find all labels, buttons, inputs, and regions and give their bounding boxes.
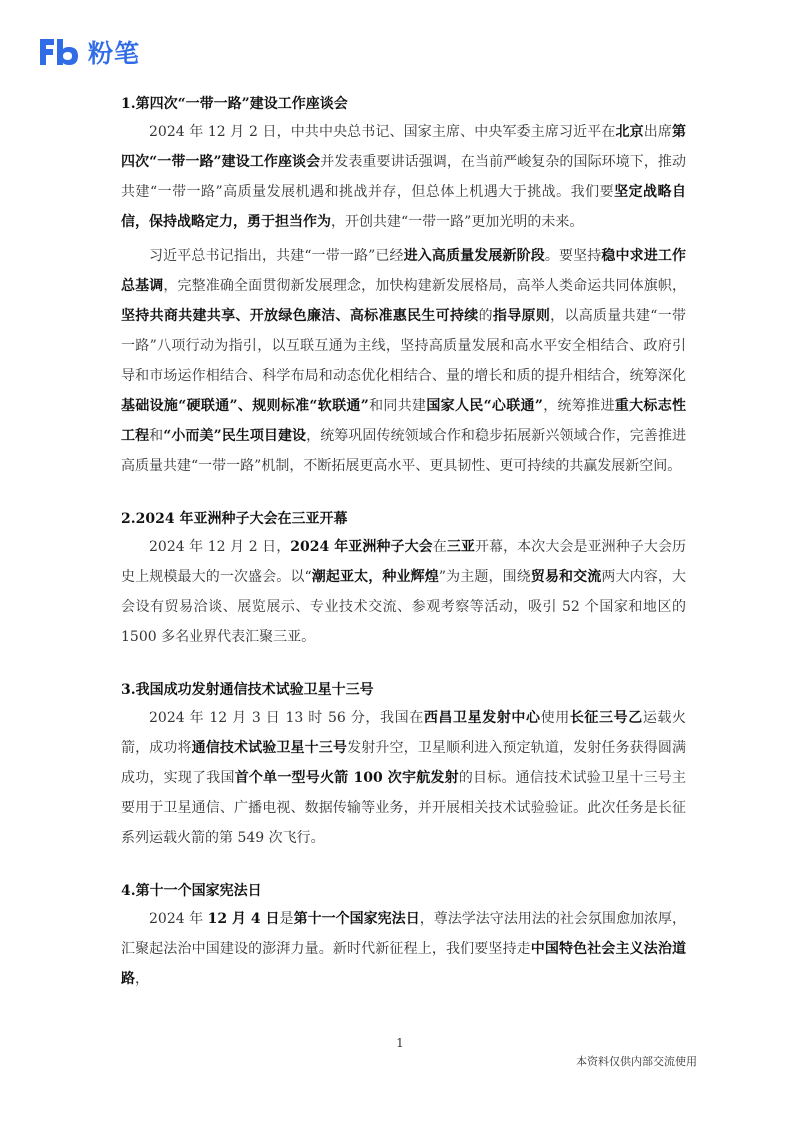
emphasis-text: 三亚 [446,539,475,555]
emphasis-text: 重大标志性工程 [121,398,687,444]
emphasis-text: 通信技术试验卫星十三号 [191,740,348,756]
emphasis-text: 指导原则 [492,308,551,324]
body-text: 是 [279,911,294,927]
body-text: 使用 [540,710,570,726]
body-text: 。要坚持 [544,248,602,264]
emphasis-text: 中国特色社会主义法治道路 [121,941,687,987]
news-section [121,507,686,652]
body-text: 的目标。通信技术试验卫星十三号主要用于卫星通信、广播电视、数据传输等业务，并开展相关技术试验验证。此次任务是长征系列运载火箭的第 549 次飞行。 [121,770,686,846]
emphasis-text: 第十一个国家宪法日 [293,911,420,927]
body-text: 并发表重要讲话强调，在当前严峻复杂的国际环境下，推动共建“一带一路”高质量发展机遇和挑战并存，但总体上机遇大于挑战。我们要 [121,154,687,200]
body-text: ，以高质量共建“一带一路”八项行动为指引，以互联互通为主线，坚持高质量发展和高水平安全相结合、政府引导和市场运作相结合、科学布局和动态优化相结合、量的增长和质的提升相结合，统筹深化 [121,308,687,384]
body-text: 出席 [643,124,673,140]
brand-logo [38,34,140,70]
section-paragraph [121,117,686,237]
emphasis-text: 基础设施“硬联通”、规则标准“软联通” [121,398,369,414]
body-text: ， [135,971,149,987]
emphasis-text: 贸易和交流 [530,569,602,585]
emphasis-text: 坚持共商共建共享、开放绿色廉洁、高标准惠民生可持续 [121,308,479,324]
section-paragraph [121,904,686,994]
news-section [121,678,686,853]
body-text: 2024 年 12 月 2 日，中共中央总书记、国家主席、中央军委主席习近平在 [149,124,616,140]
body-text: 的 [478,308,493,324]
footer-note: 本资料仅供内部交流使用 [576,1055,697,1068]
news-section [121,92,686,481]
body-text: 习近平总书记指出，共建“一带一路”已经 [149,248,404,264]
body-text: ，完整准确全面贯彻新发展理念，加快构建新发展格局，高举人类命运共同体旗帜， [163,278,687,294]
body-text: 和 [149,428,164,444]
body-text: 运载火箭，成功将 [121,710,687,756]
section-heading: 4.第十一个国家宪法日 [121,883,262,899]
section-paragraph [121,241,686,481]
body-text: 开幕，本次大会是亚洲种子大会历史上规模最大的一次盛会。以“ [121,539,687,585]
section-heading: 3.我国成功发射通信技术试验卫星十三号 [121,682,374,698]
emphasis-text: 第四次“一带一路”建设工作座谈会 [121,124,687,170]
emphasis-text: 长征三号乙 [569,710,643,726]
emphasis-text: 国家人民“心联通” [426,398,543,414]
body-text: 2024 年 12 月 2 日， [149,539,291,555]
emphasis-text: “小而美”民生项目建设 [163,428,307,444]
emphasis-text: 西昌卫星发射中心 [423,710,541,726]
body-text: 两大内容，大会设有贸易洽谈、展览展示、专业技术交流、参观考察等活动，吸引 52 个国家和地区的 1500 多名业界代表汇聚三亚。 [121,569,687,645]
body-text: ，开创共建“一带一路”更加光明的未来。 [331,214,584,230]
body-text: ，尊法学法守法用法的社会氛围愈加浓厚，汇聚起法治中国建设的澎湃力量。新时代新征程上，我们要坚持走 [121,911,687,957]
emphasis-text: 稳中求进工作总基调 [121,248,687,294]
body-text: 在 [432,539,447,555]
body-text: 2024 年 12 月 3 日 13 时 56 分，我国在 [149,710,424,726]
emphasis-text: 12 月 4 日 [207,911,280,927]
body-text: ”为主题，围绕 [438,569,531,585]
section-heading: 2.2024 年亚洲种子大会在三亚开幕 [121,511,348,527]
body-text: ，统筹巩固传统领域合作和稳步拓展新兴领域合作，完善推进高质量共建“一带一路”机制，不断拓展更高水平、更具韧性、更可持续的共赢发展新空间。 [121,428,687,474]
emphasis-text: 潮起亚太，种业辉煌 [311,569,439,585]
brand-name: 粉笔 [88,39,141,68]
document-body [121,92,686,1020]
emphasis-text: 进入高质量发展新阶段 [403,248,545,264]
body-text: 发射升空，卫星顺利进入预定轨道，发射任务获得圆满成功，实现了我国 [121,740,687,786]
body-text: 2024 年 [149,911,208,927]
section-heading: 1.第四次“一带一路”建设工作座谈会 [121,96,348,112]
page-number: 1 [396,1036,404,1050]
section-paragraph [121,703,686,853]
emphasis-text: 首个单一型号火箭 100 次宇航发射 [234,770,459,786]
fb-logo-icon [38,35,82,69]
emphasis-text: 2024 年亚洲种子大会 [290,539,433,555]
body-text: 和同共建 [368,398,427,414]
emphasis-text: 北京 [615,124,644,140]
emphasis-text: 坚定战略自信，保持战略定力，勇于担当作为 [121,184,687,230]
section-paragraph [121,532,686,652]
news-section [121,879,686,994]
body-text: ，统筹推进 [542,398,615,414]
